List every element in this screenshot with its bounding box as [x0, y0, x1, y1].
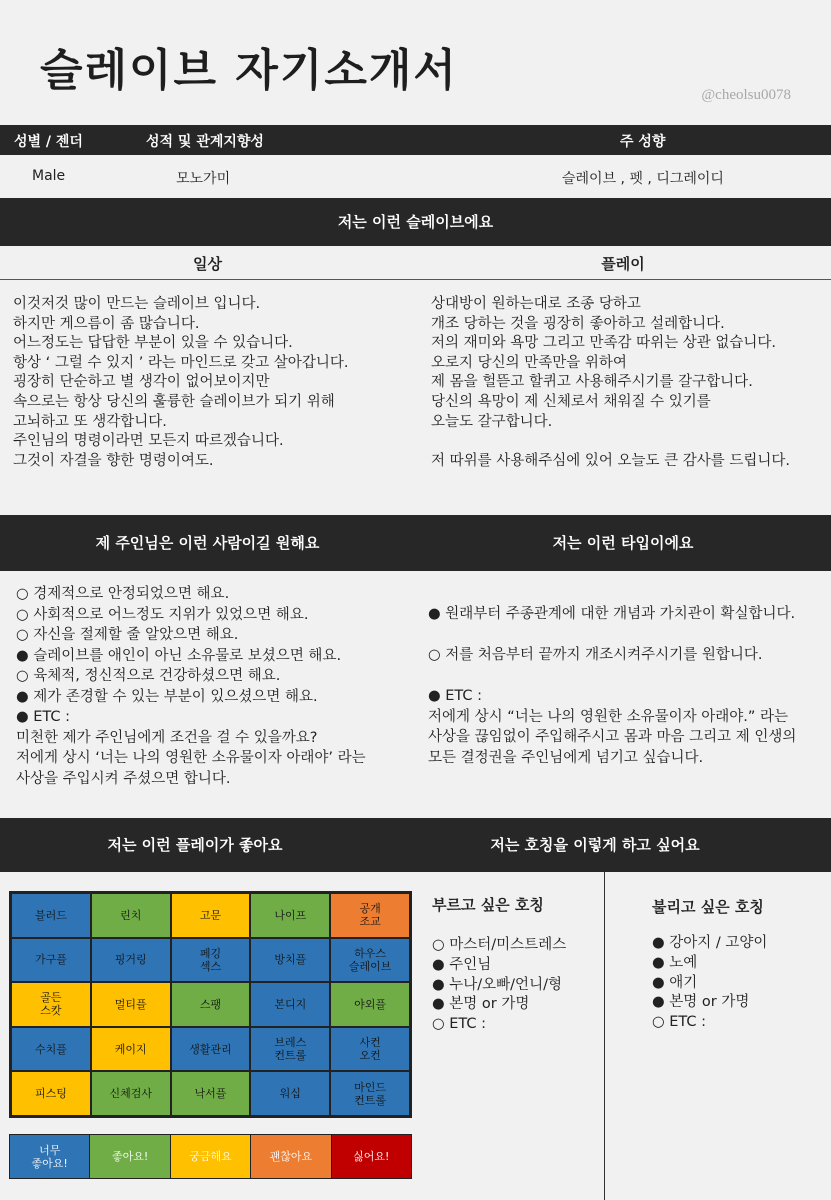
play-cell: 브레스 컨트롤 — [250, 1027, 330, 1072]
master-type-section-bar — [0, 515, 831, 571]
play-cell: 가구플 — [11, 938, 91, 983]
nickname-heading: 저는 호칭을 이렇게 하고 싶어요 — [490, 836, 700, 854]
orientation-value: 모노가미 — [176, 171, 231, 187]
play-heading: 저는 이런 플레이가 좋아요 — [107, 836, 283, 854]
main-tendency-label: 주 성향 — [620, 134, 666, 150]
legend-item: 싫어요! — [332, 1135, 411, 1178]
play-cell: 본디지 — [250, 982, 330, 1027]
play-legend — [9, 1134, 412, 1179]
master-text: ○ 경제적으로 안정되었으면 해요. ○ 사회적으로 어느정도 지위가 있었으면 해요. ○ 자신을 절제할 줄 알았으면 해요. ● 슬레이브를 애인이 아닌 소유물로 보셨으면 해요. ○ 육체적, 정신적으로 건강하셨으면 해요. ● 제가 존경할 수 있는 부분이 있으셨으면 해요. ● ETC : 미천한 제가 주인님에게 조건을 걸 수 있을까요? 저에게 상시 ‘너는 나의 영원한 소유물이자 아래야’ 라는 사상을 주입시켜 주셨으면 합니다. — [16, 586, 366, 787]
intro-section-bar — [0, 198, 831, 246]
play-cell: 신체검사 — [91, 1071, 171, 1116]
play-cell: 낙서플 — [171, 1071, 251, 1116]
divider — [0, 279, 831, 280]
play-cell: 페깅 섹스 — [171, 938, 251, 983]
daily-text: 이것저것 많이 만드는 슬레이브 입니다. 하지만 게으름이 좀 많습니다. 어느정도는 답답한 부분이 있을 수 있습니다. 항상 ‘ 그럴 수 있지 ’ 라는 마인드로 갖고 살아갑니다. 굉장히 단순하고 별 생각이 없어보이지만 속으로는 항상 당신의 훌륭한 슬레이브가 되기 위해 고뇌하고 또 생각합니다. 주인님의 명령이라면 모든지 따르겠습니다. 그것이 자결을 향한 명령이여도. — [13, 296, 349, 469]
call-nickname-label: 부르고 싶은 호칭 — [432, 896, 544, 914]
play-cell: 블러드 — [11, 893, 91, 938]
play-cell: 케이지 — [91, 1027, 171, 1072]
play-cell: 린치 — [91, 893, 171, 938]
play-cell: 야외플 — [330, 982, 410, 1027]
nickname-divider — [604, 872, 605, 1200]
play-cell: 고문 — [171, 893, 251, 938]
play-cell: 피스팅 — [11, 1071, 91, 1116]
play-text: 상대방이 원하는대로 조종 당하고 개조 당하는 것을 굉장히 좋아하고 설레합니다. 저의 재미와 욕망 그리고 만족감 따위는 상관 없습니다. 오로지 당신의 만족만을 위하여 제 몸을 헐뜯고 할퀴고 사용해주시기를 갈구합니다. 당신의 욕망이 제 신체로서 채워질 수 있기를 오늘도 갈구합니다. 저 따위를 사용해주심에 있어 오늘도 큰 감사를 드립니다. — [431, 296, 791, 469]
play-cell: 사컨 오컨 — [330, 1027, 410, 1072]
author-handle: @cheolsu0078 — [701, 87, 791, 103]
legend-item: 괜찮아요 — [251, 1135, 331, 1178]
play-cell: 스팽 — [171, 982, 251, 1027]
type-heading: 저는 이런 타입이에요 — [552, 534, 694, 552]
gender-label: 성별 / 젠더 — [14, 134, 83, 150]
play-cell: 워십 — [250, 1071, 330, 1116]
main-tendency-value: 슬레이브 , 펫 , 디그레이디 — [562, 171, 724, 187]
type-text: ● 원래부터 주종관계에 대한 개념과 가치관이 확실합니다. ○ 저를 처음부터 끝까지 개조시켜주시기를 원합니다. ● ETC : 저에게 상시 “너는 나의 영원한 소유물이자 아래야.” 라는 사상을 끊임없이 주입해주시고 몸과 마음 그리고 제 인생의 모든 결정권을 주인님에게 넘기고 싶습니다. — [428, 606, 797, 766]
intro-heading: 저는 이런 슬레이브에요 — [337, 213, 494, 231]
master-heading: 제 주인님은 이런 사람이길 원해요 — [95, 534, 320, 552]
play-nickname-section-bar — [0, 818, 831, 872]
play-cell: 하우스 슬레이브 — [330, 938, 410, 983]
play-cell: 수치플 — [11, 1027, 91, 1072]
play-cell: 골든 스캇 — [11, 982, 91, 1027]
play-cell: 나이프 — [250, 893, 330, 938]
legend-item: 궁금해요 — [171, 1135, 251, 1178]
orientation-label: 성적 및 관계지향성 — [146, 134, 264, 150]
play-cell: 핑거링 — [91, 938, 171, 983]
play-cell: 생활관리 — [171, 1027, 251, 1072]
play-label: 플레이 — [601, 255, 645, 273]
play-cell: 마인드 컨트롤 — [330, 1071, 410, 1116]
play-preference-grid — [9, 891, 412, 1118]
profile-header-bar — [0, 125, 831, 155]
daily-label: 일상 — [193, 255, 222, 273]
gender-value: Male — [32, 168, 66, 184]
legend-item: 좋아요! — [90, 1135, 170, 1178]
called-nickname-list: ● 강아지 / 고양이 ● 노예 ● 애기 ● 본명 or 가명 ○ ETC : — [652, 935, 768, 1031]
called-nickname-label: 불리고 싶은 호칭 — [652, 898, 764, 916]
play-cell: 공개 조교 — [330, 893, 410, 938]
page-title: 슬레이브 자기소개서 — [40, 45, 458, 96]
play-cell: 방치플 — [250, 938, 330, 983]
call-nickname-list: ○ 마스터/미스트레스 ● 주인님 ● 누나/오빠/언니/형 ● 본명 or 가명 ○ ETC : — [432, 937, 567, 1033]
play-cell: 멀티플 — [91, 982, 171, 1027]
legend-item: 너무 좋아요! — [10, 1135, 90, 1178]
